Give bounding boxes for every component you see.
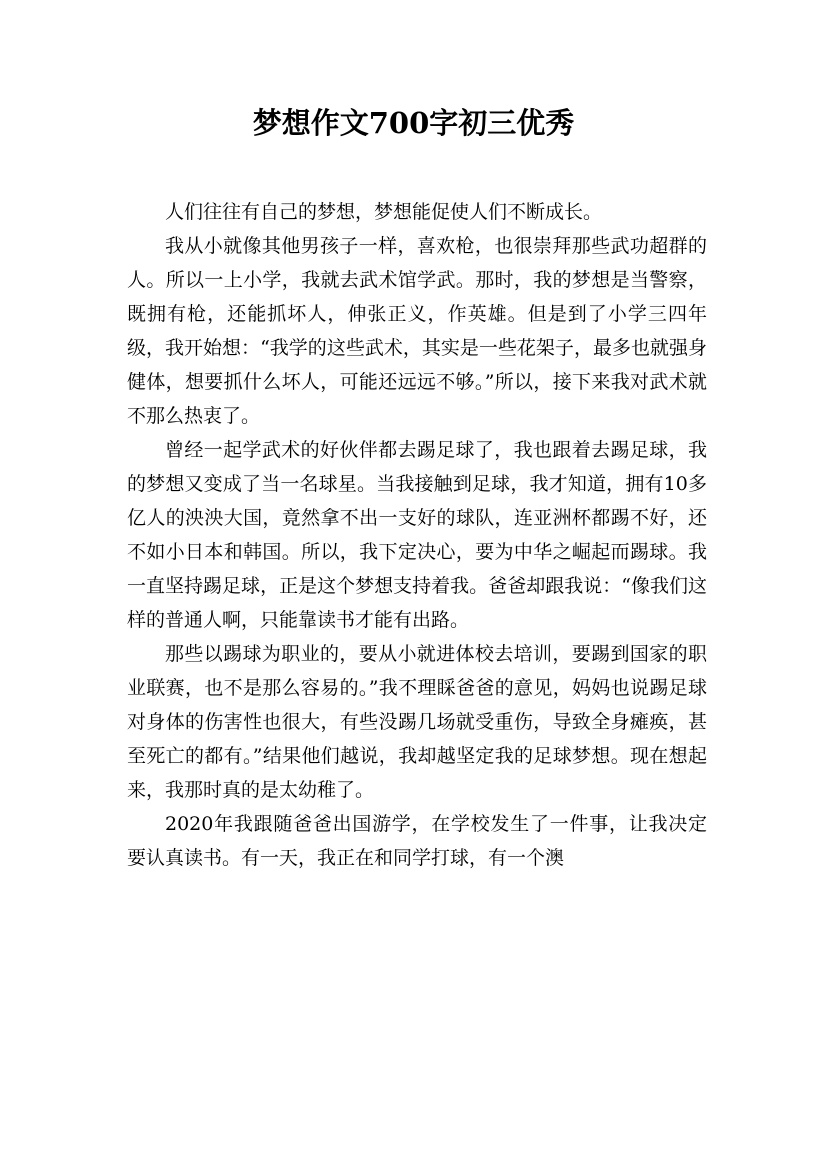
document-title: 梦想作文700字初三优秀 [252,106,575,140]
document-body [127,195,707,875]
paragraph: 人们往往有自己的梦想，梦想能促使人们不断成长。 [165,201,603,223]
paragraph: 那些以踢球为职业的，要从小就进体校去培训，要踢到国家的职业联赛，也不是那么容易的。”我不理睬爸爸的意见，妈妈也说踢足球对身体的伤害性也很大，有些没踢几场就受重伤，导致全身瘫痪，甚至死亡的都有。”结果他们越说，我却越坚定我的足球梦想。现在想起来，我那时真的是太幼稚了。 [127,643,707,801]
paragraph: 曾经一起学武术的好伙伴都去踢足球了，我也跟着去踢足球，我的梦想又变成了当一名球星。当我接触到足球，我才知道，拥有10多亿人的泱泱大国，竟然拿不出一支好的球队，连亚洲杯都踢不好，还不如小日本和韩国。所以，我下定决心，要为中华之崛起而踢球。我一直坚持踢足球，正是这个梦想支持着我。爸爸却跟我说：“像我们这样的普通人啊，只能靠读书才能有出路。 [127,439,707,631]
paragraph: 2020年我跟随爸爸出国游学，在学校发生了一件事，让我决定要认真读书。有一天，我正在和同学打球，有一个澳 [127,813,707,869]
paragraph: 我从小就像其他男孩子一样，喜欢枪，也很崇拜那些武功超群的人。所以一上小学，我就去武术馆学武。那时，我的梦想是当警察，既拥有枪，还能抓坏人，伸张正义，作英雄。但是到了小学三四年级，我开始想：“我学的这些武术，其实是一些花架子，最多也就强身健体，想要抓什么坏人，可能还远远不够。”所以，接下来我对武术就不那么热衷了。 [127,235,707,427]
